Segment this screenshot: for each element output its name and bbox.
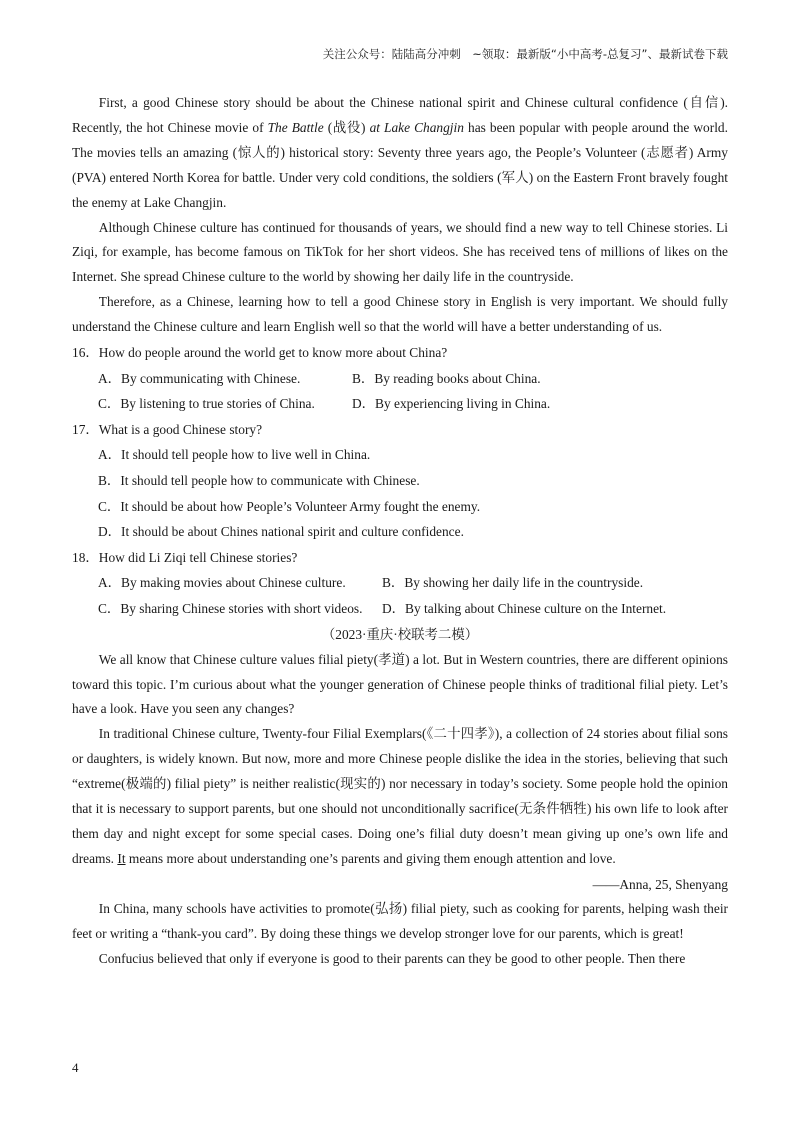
paragraph-text-segment: First, a good Chinese story should be about the Chinese national spirit and Chinese cultural confidence (自信). Recently, the hot Chinese movie of	[72, 95, 728, 135]
question-17-option-b[interactable]: B．It should tell people how to communicate with Chinese.	[98, 473, 420, 489]
passage2-paragraph1: We all know that Chinese culture values filial piety(孝道) a lot. But in Western countries, there are different opinions toward this topic. I’m curious about what the younger generation of Chinese people thinks of traditional filial piety. Let’s have a look. Have you seen any changes?	[72, 651, 728, 717]
paragraph-text-segment: has been popular with people around the world. The movies tells an amazing (惊人的) historical story: Seventy three years ago, the People’s Volunteer (志愿者) Army (PVA) entered North Korea for battle. Under very cold conditions, the soldiers (军人) on the Eastern Front bravely fought the enemy at Lake Changjin.	[72, 119, 728, 210]
passage1-paragraph2: Although Chinese culture has continued for thousands of years, we should find a new way to tell Chinese stories. Li Ziqi, for example, has become famous on TikTok for her short videos. She has received tens of millions of likes on the Internet. She spread Chinese culture to the world by showing her daily life in the countryside.	[72, 219, 728, 285]
question-16-option-b[interactable]: B．By reading books about China.	[352, 370, 541, 386]
question-16-options-row2	[72, 391, 728, 417]
movie-title-text: The Battle	[267, 119, 324, 135]
question-16-option-a[interactable]: A．By communicating with Chinese.	[98, 370, 301, 386]
passage2-paragraph2-text-b: means more about understanding one’s parents and giving them enough attention and love.	[125, 850, 616, 866]
question-16	[72, 340, 728, 417]
passage2-paragraph4: Confucius believed that only if everyone is good to their parents can they be good to other people. Then there	[98, 950, 686, 966]
passage2-paragraph2-text-a: In traditional Chinese culture, Twenty-four Filial Exemplars(《二十四孝》), a collection of 24 stories about filial sons or daughters, is widely known. But now, more and more Chinese people dislike the idea in the stories, believing that such “extreme(极端的) filial piety” is neither realistic(现实的) nor necessary in today’s society. Some people hold the opinion that it is necessary to support parents, but one should not unconditionally sacrifice(无条件牺牲) his own life to look after them day and night except for some special cases. Doing one’s filial duty doesn’t mean giving up one’s own life and dreams.	[72, 726, 728, 866]
question-18-option-c[interactable]: C．By sharing Chinese stories with short videos.	[98, 601, 363, 616]
question-18-options-row2	[72, 596, 728, 622]
question-18	[72, 545, 728, 622]
page-header: 关注公众号：陆陆高分冲刺 ~领取：最新版“小中高考-总复习”、最新试卷下载	[322, 47, 728, 61]
question-17-option-c[interactable]: C．It should be about how People’s Volunteer Army fought the enemy.	[98, 498, 481, 514]
question-16-option-d[interactable]: D．By experiencing living in China.	[352, 396, 551, 412]
question-18-options-row1	[72, 570, 728, 596]
question-17-option-d[interactable]: D．It should be about Chines national spirit and culture confidence.	[98, 524, 464, 540]
question-17-stem: 17．What is a good Chinese story?	[72, 421, 263, 437]
passage2-paragraph2	[72, 722, 728, 871]
question-17	[72, 417, 728, 545]
passage2-signature: ——Anna, 25, Shenyang	[592, 876, 728, 892]
question-18-stem: 18．How did Li Ziqi tell Chinese stories?	[72, 549, 298, 565]
question-16-options-row1	[72, 366, 728, 392]
passage1-paragraph1	[72, 91, 728, 216]
question-16-option-c[interactable]: C．By listening to true stories of China.	[98, 396, 315, 412]
passage2-paragraph3: In China, many schools have activities to promote(弘扬) filial piety, such as cooking for parents, helping wash their feet or writing a “thank-you card”. By doing these things we develop stronger love for our parents, which is great!	[72, 900, 728, 941]
paragraph-text-segment: (战役)	[323, 119, 370, 135]
passage1-paragraph3: Therefore, as a Chinese, learning how to tell a good Chinese story in English is very important. We should fully understand the Chinese culture and learn English well so that the world will have a better understanding of us.	[72, 294, 728, 335]
question-18-option-b[interactable]: B．By showing her daily life in the countryside.	[382, 575, 644, 591]
question-18-option-d[interactable]: D．By talking about Chinese culture on the Internet.	[382, 601, 667, 616]
movie-title-text: at Lake Changjin	[369, 119, 464, 135]
underlined-word-it: It	[117, 850, 126, 866]
question-17-option-a[interactable]: A．It should tell people how to live well in China.	[98, 447, 371, 463]
passage2-source: （2023·重庆·校联考二模）	[321, 626, 479, 642]
page-number: 4	[72, 1060, 79, 1075]
document-body	[72, 91, 728, 971]
question-18-option-a[interactable]: A．By making movies about Chinese culture.	[98, 575, 346, 591]
question-16-stem: 16．How do people around the world get to know more about China?	[72, 345, 448, 361]
